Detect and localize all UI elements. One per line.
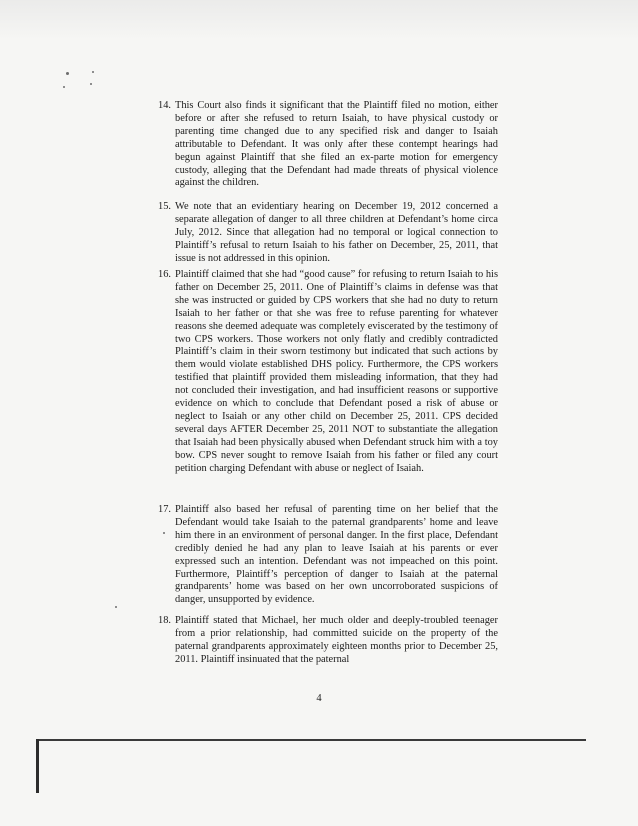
paragraph-number: 16.	[158, 269, 171, 280]
paragraph-text: Plaintiff claimed that she had “good cause” for refusing to return Isaiah to his father on December 25, 2011. One of Plaintiff’s claims in defense was that she was instructed or guided by CPS workers that she had no duty to return Isaiah to her father or that she was free to refuse parenting for whatever reasons she deemed adequate was completely eviscerated by the testimony of two CPS workers. Those workers not only flatly and credibly contradicted Plaintiff’s claim in their sworn testimony but indicated that such actions by them would violate established DHS policy. Furthermore, the CPS workers testified that plaintiff provided them misleading information, that they had not concluded their investigation, and had insufficient reasons or supportive evidence on which to conclude that Defendant posed a risk of abuse or neglect to Isaiah or any other child on December 25, 2011. CPS decided several days AFTER December 25, 2011 NOT to substantiate the allegation that Isaiah had been physically abused when Defendant struck him with a toy bow. CPS never sought to remove Isaiah from his father or filed any court petition charging Defendant with abuse or neglect of Isaiah.	[175, 269, 498, 474]
scan-speck	[63, 86, 65, 88]
paragraph-15	[158, 201, 498, 266]
page-number: 4	[316, 693, 322, 704]
paragraph-number: 17.	[158, 504, 171, 515]
scan-border-line	[38, 739, 586, 741]
paragraph-18	[158, 615, 498, 667]
scan-shadow	[0, 0, 638, 40]
paragraph-17	[158, 504, 498, 607]
paragraph-number: 15.	[158, 201, 171, 212]
paragraph-text: We note that an evidentiary hearing on December 19, 2012 concerned a separate allegation of danger to all three children at Defendant’s home circa July, 2012. Since that allegation had no temporal or logical connection to Plaintiff’s refusal to return Isaiah to his father on December, 25, 2011, that issue is not addressed in this opinion.	[175, 201, 498, 264]
paragraph-text: Plaintiff stated that Michael, her much older and deeply-troubled teenager from a prior relationship, had committed suicide on the property of the paternal grandparents approximately eighteen months prior to December 25, 2011. Plaintiff insinuated that the paternal	[175, 615, 498, 665]
paragraph-number: 18.	[158, 615, 171, 626]
scan-speck	[90, 83, 92, 85]
paragraph-text: Plaintiff also based her refusal of parenting time on her belief that the Defendant would take Isaiah to the paternal grandparents’ home and leave him there in an environment of personal danger. In the first place, Defendant credibly denied he had any plan to leave Isaiah at his parents or ever expressed such an intention. Defendant was not impeached on this point. Furthermore, Plaintiff’s perception of danger to Isaiah at the paternal grandparents’ home was based on her own uncorroborated suspicions of danger, unsupported by evidence.	[175, 504, 498, 606]
paragraph-14	[158, 100, 498, 190]
paragraph-16	[158, 269, 498, 476]
paragraph-number: 14.	[158, 100, 171, 111]
scan-speck	[66, 72, 69, 75]
paragraph-text: This Court also finds it significant that the Plaintiff filed no motion, either before or after she refused to return Isaiah, to have physical custody or parenting time changed due to any specified risk and danger to Isaiah attributable to Defendant. It was only after these contempt hearings had begun against Plaintiff that she filed an ex-parte motion for emergency custody, alleging that the Defendant had made threats of physical violence against the children.	[175, 100, 498, 189]
scan-speck	[115, 606, 117, 608]
scan-speck	[92, 71, 94, 73]
scan-border-bar	[36, 739, 39, 793]
